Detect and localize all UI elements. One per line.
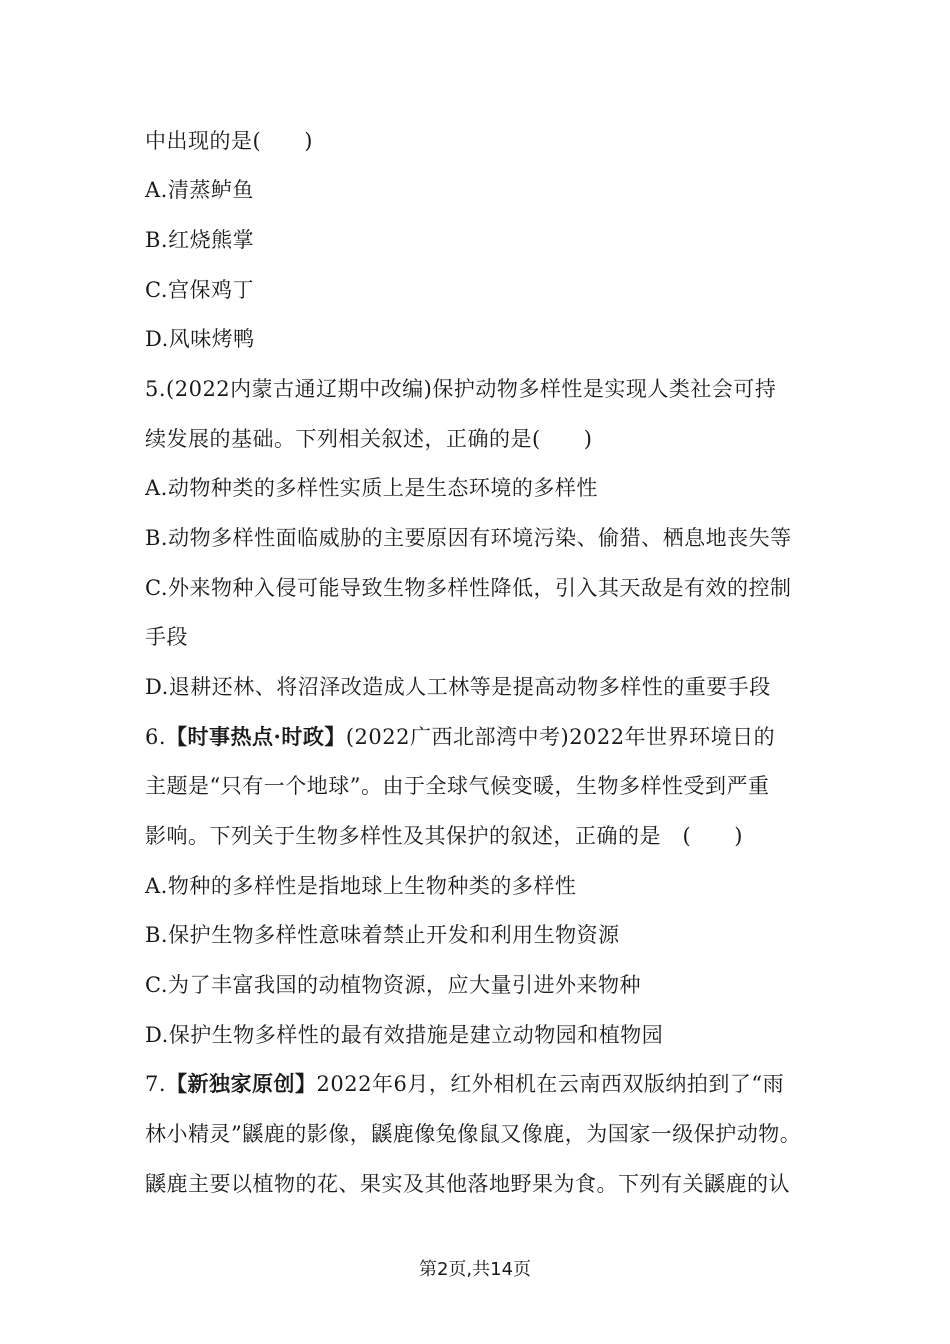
question-6-option-d: D.保护生物多样性的最有效措施是建立动物园和植物园 <box>145 1023 664 1047</box>
question-4-stem-tail: 中出现的是( ) <box>145 129 313 153</box>
question-6-stem-line-1 <box>145 720 815 754</box>
question-5-option-a: A.动物种类的多样性实质上是生态环境的多样性 <box>145 476 598 500</box>
question-7-stem-line-3: 鼷鹿主要以植物的花、果实及其他落地野果为食。下列有关鼷鹿的认 <box>145 1172 790 1196</box>
question-4-option-d: D.风味烤鸭 <box>145 327 255 351</box>
question-5-stem-line-2: 续发展的基础。下列相关叙述，正确的是( ) <box>145 427 593 451</box>
question-6-tag: 【时事热点·时政】 <box>166 724 346 749</box>
question-6-option-c: C.为了丰富我国的动植物资源，应大量引进外来物种 <box>145 973 641 997</box>
question-4-option-b: B.红烧熊掌 <box>145 228 255 252</box>
question-7-stem-start: 2022年6月，红外相机在云南西双版纳拍到了“雨 <box>316 1072 785 1096</box>
question-6-option-b: B.保护生物多样性意味着禁止开发和利用生物资源 <box>145 923 620 947</box>
question-5-option-c-continued: 手段 <box>145 625 188 649</box>
question-6-option-a: A.物种的多样性是指地球上生物种类的多样性 <box>145 874 577 898</box>
question-5-option-b: B.动物多样性面临威胁的主要原因有环境污染、偷猎、栖息地丧失等 <box>145 526 792 550</box>
question-6-stem-line-2: 主题是“只有一个地球”。由于全球气候变暖，生物多样性受到严重 <box>145 774 770 798</box>
question-7-number: 7. <box>145 1072 167 1096</box>
question-4-option-c: C.宫保鸡丁 <box>145 278 254 302</box>
page-number-footer: 第2页,共14页 <box>418 1259 532 1280</box>
question-4-option-a: A.清蒸鲈鱼 <box>145 178 254 202</box>
question-7-stem-line-2: 林小精灵”鼷鹿的影像，鼷鹿像兔像鼠又像鹿，为国家一级保护动物。 <box>145 1122 802 1146</box>
question-6-number: 6. <box>145 725 167 749</box>
question-5-option-d: D.退耕还林、将沼泽改造成人工林等是提高动物多样性的重要手段 <box>145 675 771 699</box>
question-5-stem-line-1: 5.(2022内蒙古通辽期中改编)保护动物多样性是实现人类社会可持 <box>145 377 777 401</box>
question-6-source: (2022广西北部湾中考)2022年世界环境日的 <box>345 725 776 749</box>
question-5-option-c: C.外来物种入侵可能导致生物多样性降低，引入其天敌是有效的控制 <box>145 576 792 600</box>
question-6-stem-line-3: 影响。下列关于生物多样性及其保护的叙述，正确的是 ( ) <box>145 824 743 848</box>
question-7-tag: 【新独家原创】 <box>166 1071 317 1096</box>
question-7-stem-line-1 <box>145 1067 815 1101</box>
